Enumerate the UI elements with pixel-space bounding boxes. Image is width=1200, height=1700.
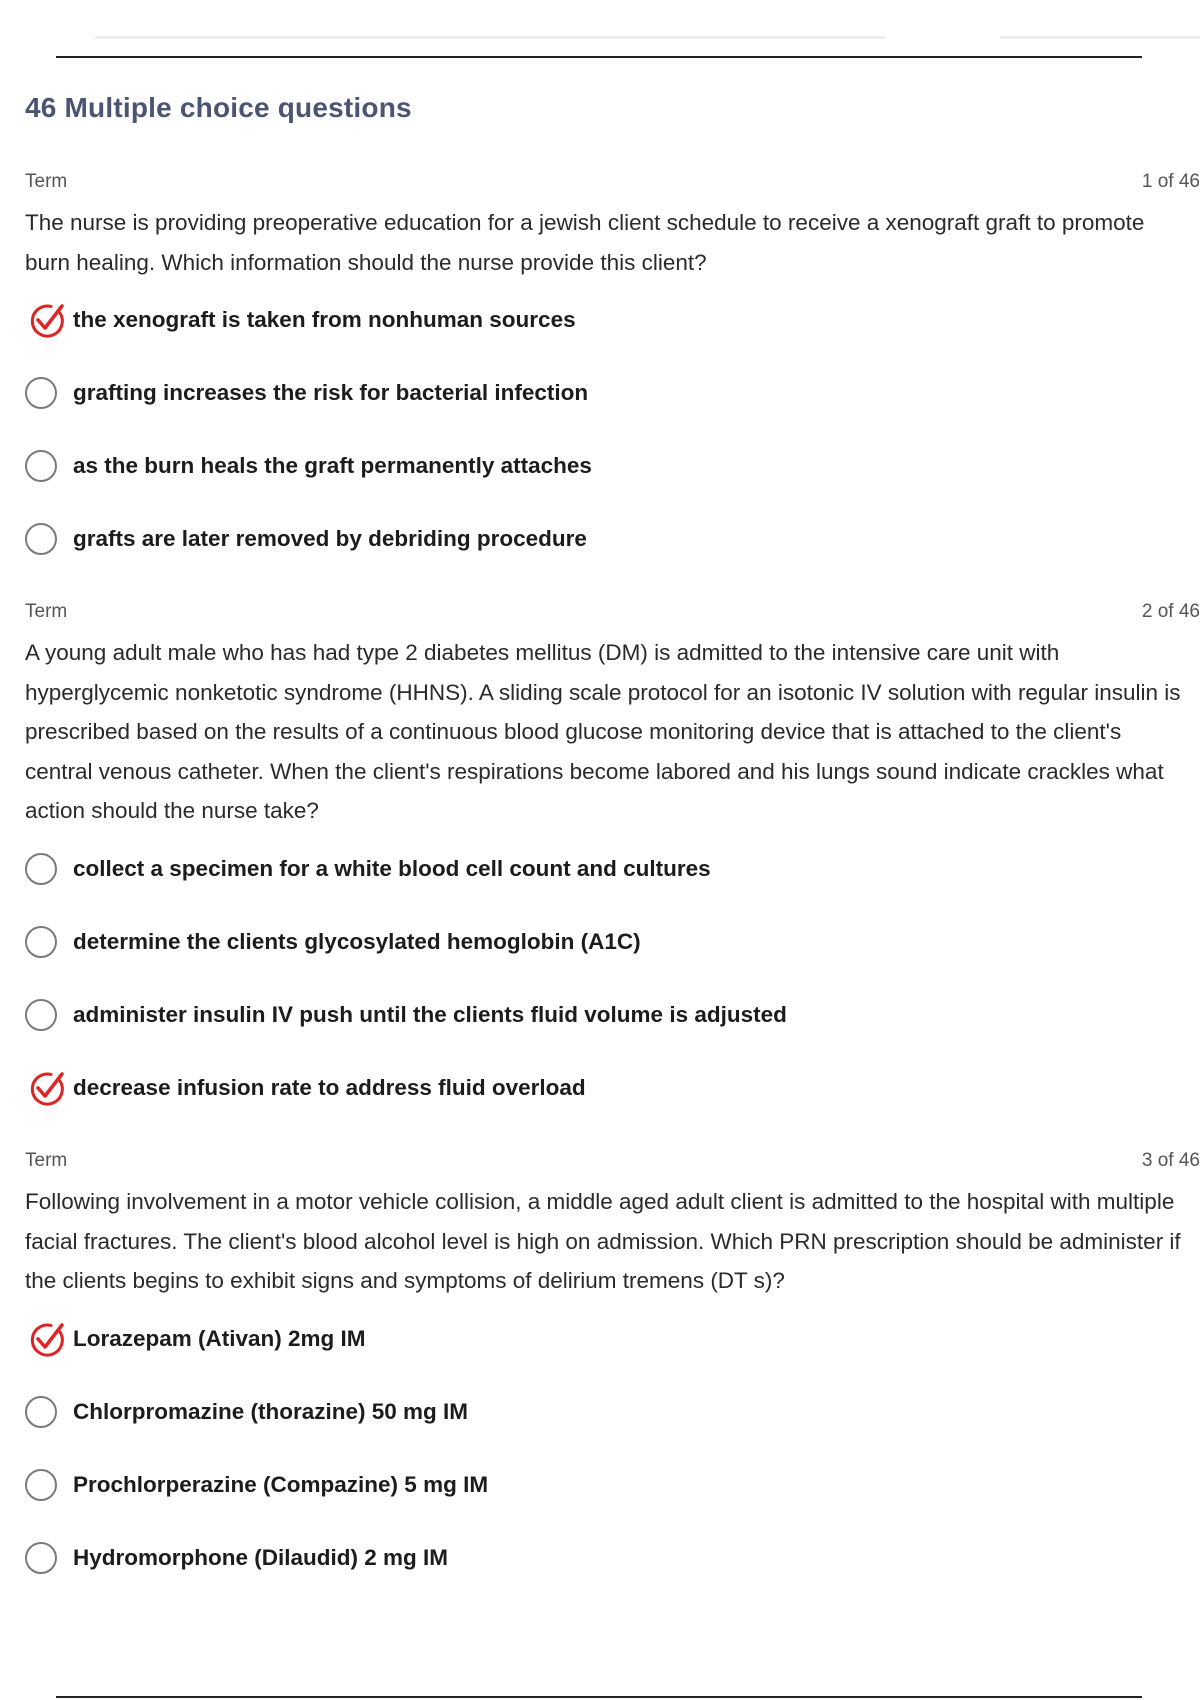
- checked-circle-icon: [27, 300, 67, 340]
- answer-options: [25, 1313, 1200, 1605]
- question-header: [25, 601, 1200, 625]
- option-label: Hydromorphone (Dilaudid) 2 mg IM: [73, 1544, 448, 1570]
- term-label: Term: [25, 601, 68, 622]
- question-counter: 1 of 46: [1141, 171, 1200, 192]
- question-text: Following involvement in a motor vehicle collision, a middle aged adult client is admitted to the hospital with multiple facial fractures. The client's blood alcohol level is high on admission. Which PRN prescription should be administer if the clients begins to exhibit signs and symptoms of delirium tremens (DT s)?: [25, 1189, 1181, 1293]
- radio-circle-icon: [25, 523, 57, 555]
- answer-option[interactable]: [25, 1459, 1200, 1532]
- radio-circle-icon: [25, 853, 57, 885]
- option-label: administer insulin IV push until the clients fluid volume is adjusted: [73, 1001, 787, 1027]
- question-text: The nurse is providing preoperative education for a jewish client schedule to receive a xenograft graft to promote burn healing. Which information should the nurse provide this client?: [25, 210, 1145, 275]
- radio-circle-icon: [25, 377, 57, 409]
- answer-option[interactable]: [25, 1313, 1200, 1386]
- option-label: grafting increases the risk for bacterial infection: [73, 380, 589, 405]
- question-header: [25, 1150, 1200, 1174]
- answer-option[interactable]: [25, 843, 1200, 916]
- option-label: Lorazepam (Ativan) 2mg IM: [73, 1325, 366, 1351]
- question-header: [25, 171, 1200, 195]
- top-faint-divider-right: [1000, 36, 1200, 39]
- option-label: decrease infusion rate to address fluid overload: [73, 1074, 586, 1100]
- page-title: 46 Multiple choice questions: [25, 92, 412, 123]
- term-label: Term: [25, 1150, 68, 1171]
- question-counter: 3 of 46: [1141, 1150, 1200, 1171]
- answer-option[interactable]: [25, 440, 1200, 513]
- option-label: determine the clients glycosylated hemoglobin (A1C): [73, 928, 641, 954]
- term-label: Term: [25, 171, 68, 192]
- header-rule: [56, 56, 1142, 58]
- top-faint-divider: [95, 36, 885, 39]
- radio-circle-icon: [25, 450, 57, 482]
- answer-option[interactable]: [25, 367, 1200, 440]
- answer-option[interactable]: [25, 1386, 1200, 1459]
- option-label: the xenograft is taken from nonhuman sources: [73, 307, 576, 332]
- radio-circle-icon: [25, 926, 57, 958]
- question-card-3: [25, 1150, 1200, 1605]
- answer-option[interactable]: [25, 294, 1200, 367]
- answer-option[interactable]: [25, 916, 1200, 989]
- question-card-1: [25, 171, 1200, 586]
- radio-circle-icon: [25, 1542, 57, 1574]
- radio-circle-icon: [25, 1396, 57, 1428]
- radio-circle-icon: [25, 999, 57, 1031]
- footer-rule: [56, 1696, 1142, 1698]
- option-label: Prochlorperazine (Compazine) 5 mg IM: [73, 1471, 489, 1497]
- answer-option[interactable]: [25, 1062, 1200, 1135]
- answer-options: [25, 843, 1200, 1135]
- question-text: A young adult male who has had type 2 diabetes mellitus (DM) is admitted to the intensive care unit with hyperglycemic nonketotic syndrome (HHNS). A sliding scale protocol for an isotonic IV solution with regular insulin is prescribed based on the results of a continuous blood glucose monitoring device that is attached to the client's central venous catheter. When the client's respirations become labored and his lungs sound indicate crackles what action should the nurse take?: [25, 640, 1181, 823]
- question-card-2: [25, 601, 1200, 1135]
- answer-options: [25, 294, 1200, 586]
- checked-circle-icon: [27, 1319, 67, 1359]
- answer-option[interactable]: [25, 1532, 1200, 1605]
- option-label: collect a specimen for a white blood cell count and cultures: [73, 855, 711, 881]
- checked-circle-icon: [27, 1068, 67, 1108]
- option-label: as the burn heals the graft permanently attaches: [73, 453, 592, 478]
- radio-circle-icon: [25, 1469, 57, 1501]
- answer-option[interactable]: [25, 989, 1200, 1062]
- option-label: Chlorpromazine (thorazine) 50 mg IM: [73, 1398, 469, 1424]
- answer-option[interactable]: [25, 513, 1200, 586]
- option-label: grafts are later removed by debriding procedure: [73, 526, 587, 551]
- question-counter: 2 of 46: [1141, 601, 1200, 622]
